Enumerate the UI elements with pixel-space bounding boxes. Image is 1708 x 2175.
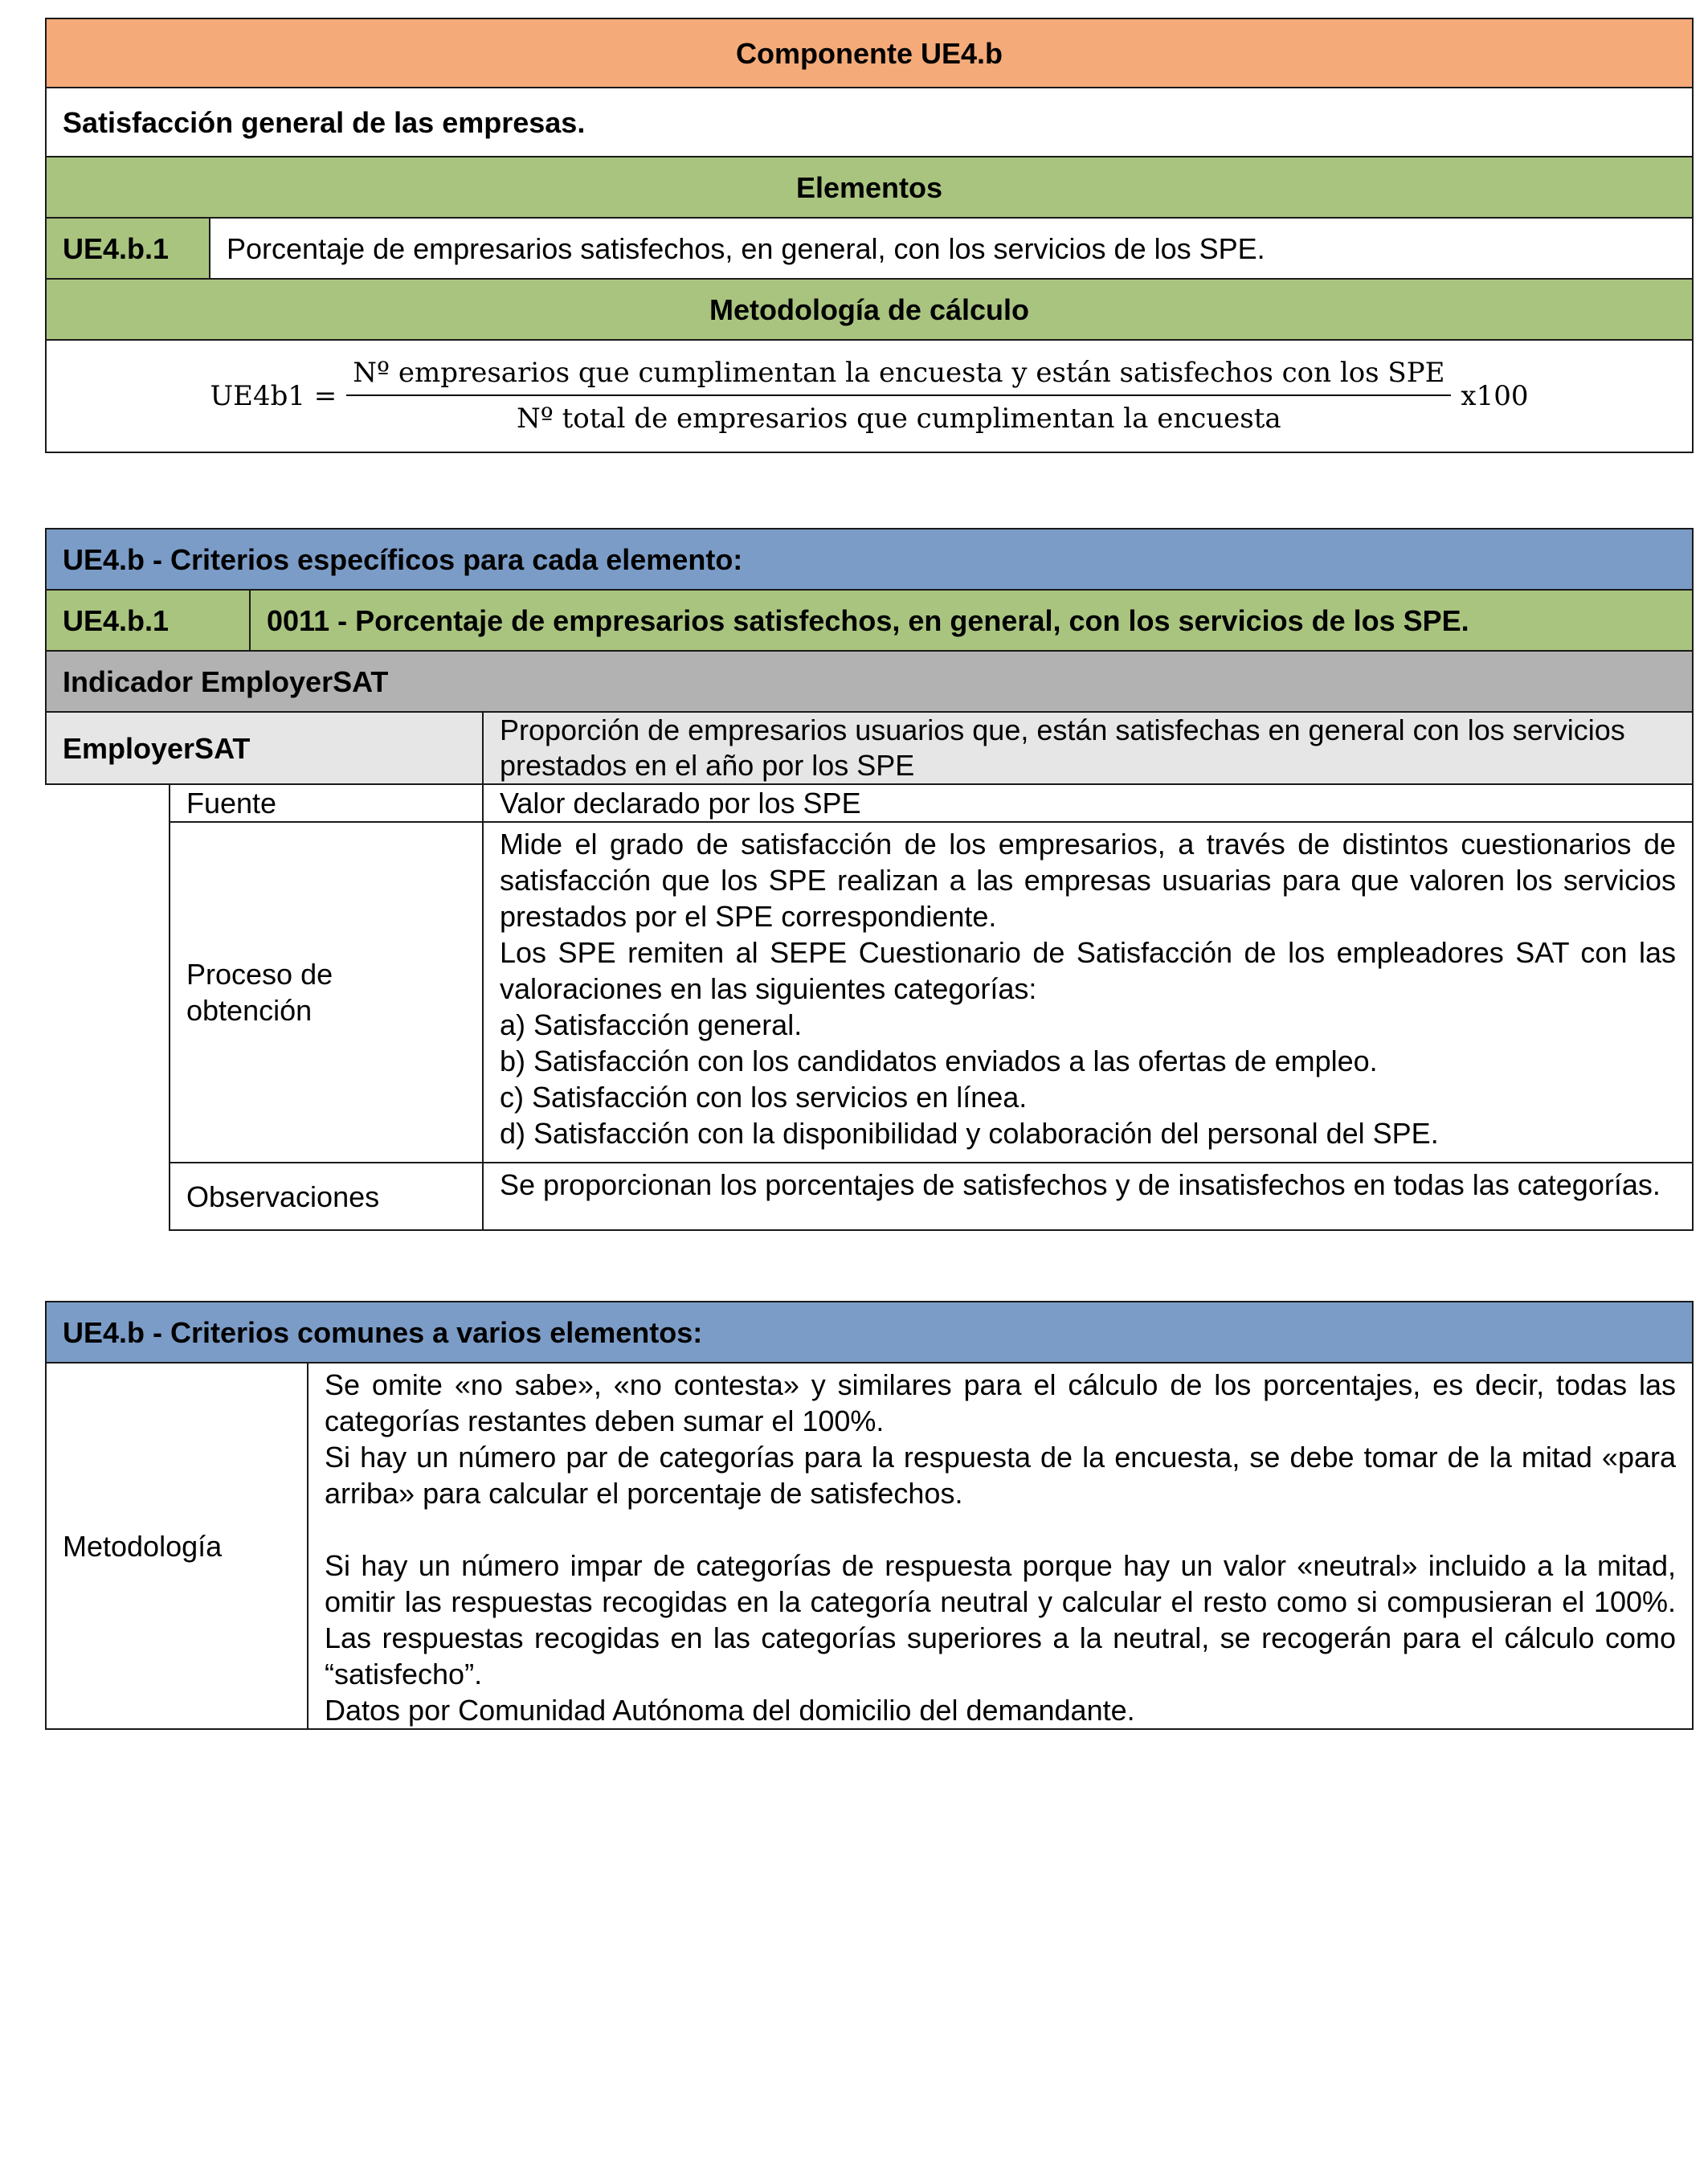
specific-element-code: UE4.b.1 [46,590,250,651]
indicator-header: Indicador EmployerSAT [46,651,1693,712]
elements-header-row [46,157,1693,218]
specific-element-text: 0011 - Porcentaje de empresarios satisfechos, en general, con los servicios de los SPE. [250,590,1693,651]
metodologia-content [308,1363,1693,1729]
proceso-line: d) Satisfacción con la disponibilidad y colaboración del personal del SPE. [500,1117,1439,1150]
specific-header-row [46,529,1693,590]
proceso-line: Mide el grado de satisfacción de los empresarios, a través de distintos cuestionarios de satisfacción que los SPE realizan a las empresas usuarias para que valoren los servicios prestados por el SPE correspondiente. [500,828,1676,933]
proceso-line: Los SPE remiten al SEPE Cuestionario de Satisfacción de los empleadores SAT con las valoraciones en las siguientes categorías: [500,936,1676,1005]
fuente-value: Valor declarado por los SPE [483,784,1693,822]
paragraph-spacer [325,1511,1676,1547]
formula [47,341,1692,452]
indent-spacer [46,1163,170,1230]
formula-lhs: UE4b1 = [210,379,337,412]
fuente-row [46,784,1693,822]
proceso-line: a) Satisfacción general. [500,1008,803,1041]
proceso-line: c) Satisfacción con los servicios en línea. [500,1081,1028,1114]
specific-header: UE4.b - Criterios específicos para cada elemento: [46,529,1693,590]
element-text: Porcentaje de empresarios satisfechos, en general, con los servicios de los SPE. [210,218,1693,279]
observaciones-row [46,1163,1693,1230]
metodologia-row [46,1363,1693,1729]
metodologia-label: Metodología [46,1363,308,1729]
proceso-content [483,822,1693,1163]
proceso-label: Proceso de obtención [170,822,483,1163]
common-header-row [46,1302,1693,1363]
component-table [45,18,1694,453]
common-header: UE4.b - Criterios comunes a varios elementos: [46,1302,1693,1363]
formula-multiplier: x100 [1461,379,1529,412]
indicator-description: Proporción de empresarios usuarios que, están satisfechas en general con los servicios prestados en el año por los SPE [483,712,1693,784]
formula-cell [46,340,1693,452]
indicator-row [46,712,1693,784]
specific-criteria-table [45,528,1694,1231]
fuente-label: Fuente [170,784,483,822]
methodology-header-row [46,279,1693,340]
indent-spacer [46,784,170,822]
observaciones-label: Observaciones [170,1163,483,1230]
element-code: UE4.b.1 [46,218,210,279]
formula-row [46,340,1693,452]
indent-spacer [46,822,170,1163]
common-criteria-table [45,1301,1694,1730]
indicator-header-row [46,651,1693,712]
component-title-row [46,18,1693,88]
metodologia-paragraph: Datos por Comunidad Autónoma del domicilio del demandante. [325,1694,1135,1727]
methodology-header: Metodología de cálculo [46,279,1693,340]
metodologia-paragraph: Si hay un número par de categorías para la respuesta de la encuesta, se debe tomar de la mitad «para arriba» para calcular el porcentaje de satisfechos. [325,1441,1676,1510]
specific-element-row [46,590,1693,651]
indicator-name: EmployerSAT [46,712,483,784]
proceso-row [46,822,1693,1163]
elements-header: Elementos [46,157,1693,218]
formula-denominator: Nº total de empresarios que cumplimentan la encuesta [517,403,1281,435]
component-description-row [46,88,1693,157]
observaciones-value: Se proporcionan los porcentajes de satisfechos y de insatisfechos en todas las categorías. [483,1163,1693,1230]
formula-fraction [346,355,1451,437]
formula-numerator: Nº empresarios que cumplimentan la encuesta y están satisfechos con los SPE [346,355,1451,396]
proceso-line: b) Satisfacción con los candidatos enviados a las ofertas de empleo. [500,1045,1378,1077]
element-row [46,218,1693,279]
metodologia-paragraph: Se omite «no sabe», «no contesta» y similares para el cálculo de los porcentajes, es decir, todas las categorías restantes deben sumar el 100%. [325,1368,1676,1437]
component-title: Componente UE4.b [46,18,1693,88]
component-description: Satisfacción general de las empresas. [46,88,1693,157]
metodologia-paragraph: Si hay un número impar de categorías de respuesta porque hay un valor «neutral» incluido a la mitad, omitir las respuestas recogidas en la categoría neutral y calcular el resto como si compusieran el 100%. Las respuestas recogidas en las categorías superiores a la neutral, se recogerán para el cálculo como “satisfecho”. [325,1549,1676,1691]
